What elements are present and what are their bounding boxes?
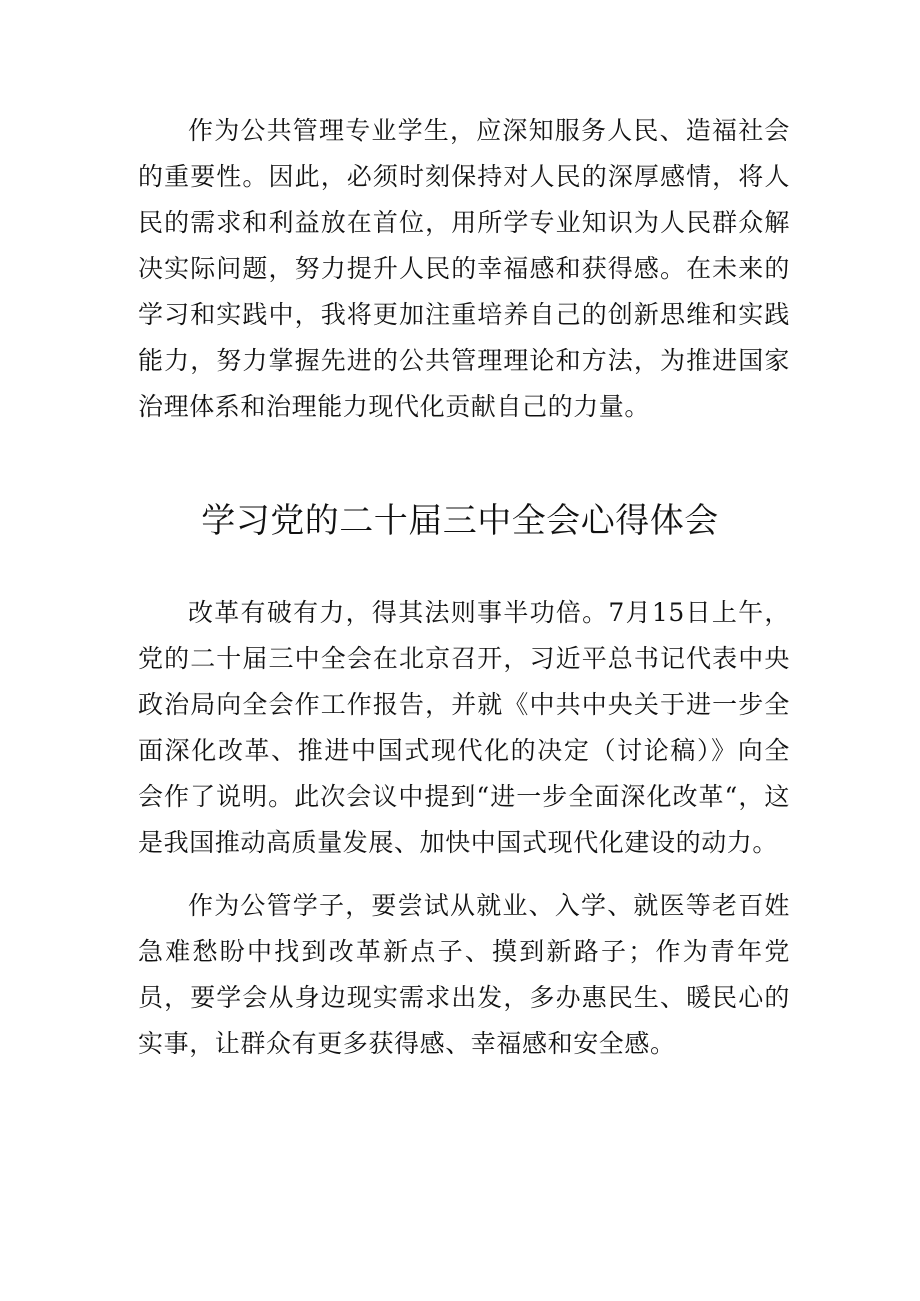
section-title: 学习党的二十届三中全会心得体会	[201, 501, 719, 541]
body-paragraph-3: 作为公管学子，要尝试从就业、入学、就医等老百姓急难愁盼中找到改革新点子、摸到新路子；作为青年党员，要学会从身边现实需求出发，多办惠民生、暖民心的实事，让群众有更多获得感、幸福感和安全感。	[138, 891, 790, 1058]
body-paragraph-2: 改革有破有力，得其法则事半功倍。7月15日上午，党的二十届三中全会在北京召开，习近平总书记代表中央政治局向全会作工作报告，并就《中共中央关于进一步全面深化改革、推进中国式现代化的决定（讨论稿）》向全会作了说明。此次会议中提到“进一步全面深化改革“，这是我国推动高质量发展、加快中国式现代化建设的动力。	[138, 598, 790, 857]
body-paragraph-1: 作为公共管理专业学生，应深知服务人民、造福社会的重要性。因此，必须时刻保持对人民的深厚感情，将人民的需求和利益放在首位，用所学专业知识为人民群众解决实际问题，努力提升人民的幸福感和获得感。在未来的学习和实践中，我将更加注重培养自己的创新思维和实践能力，努力掌握先进的公共管理理论和方法，为推进国家治理体系和治理能力现代化贡献自己的力量。	[138, 116, 790, 421]
